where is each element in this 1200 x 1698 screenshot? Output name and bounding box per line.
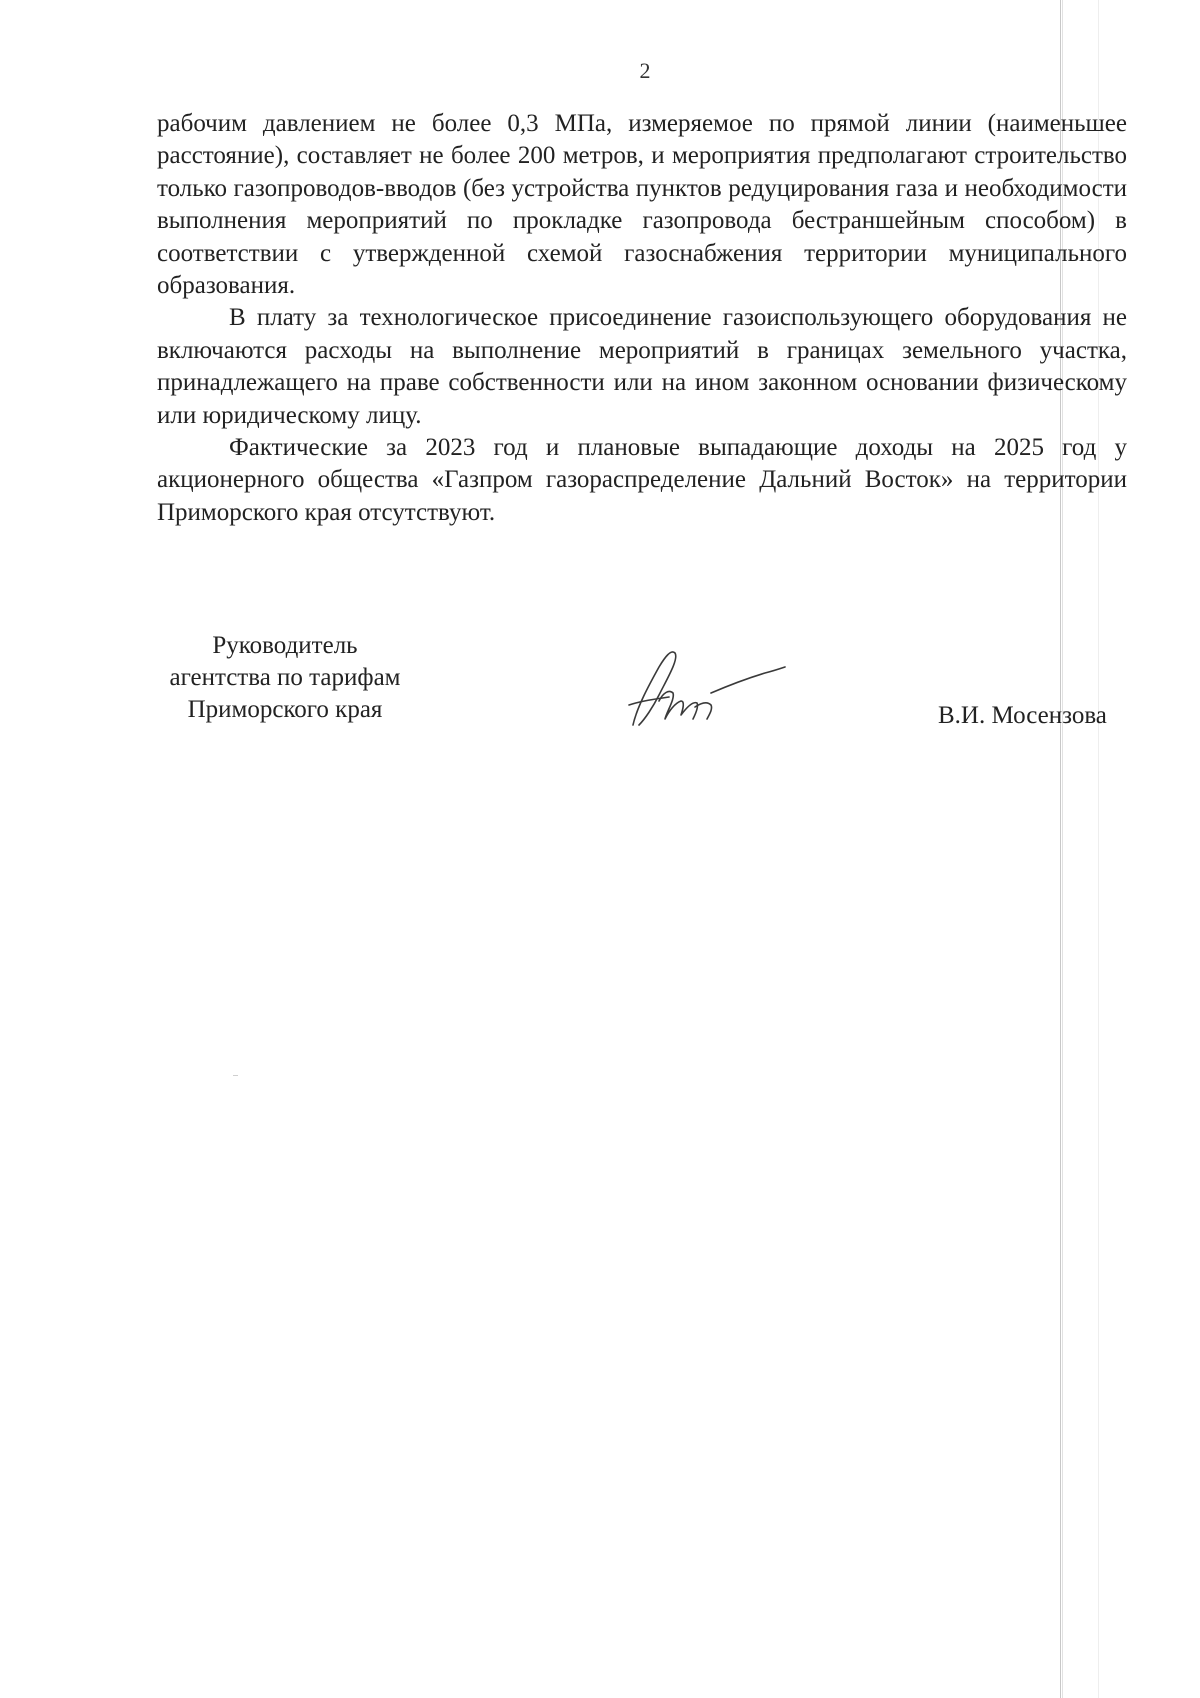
signatory-title-line: агентства по тарифам [169,664,401,691]
paragraph-lost-income: Фактические за 2023 год и плановые выпадающие доходы на 2025 год у акционерного общества «Газпром газораспределение Дальний Восток» на территории Приморского края отсутствуют. [157,434,1127,526]
document-body [157,108,1127,529]
handwritten-signature-icon [615,645,795,735]
page-number: 2 [639,58,651,83]
paragraph-continuation: рабочим давлением не более 0,3 МПа, измеряемое по прямой линии (наименьшее расстояние), составляет не более 200 метров, и мероприятия предполагают строительство только газопроводов-вводов (без устройства пунктов редуцирования газа и необходимости выполнения мероприятий по прокладке газопровода бестраншейным способом) в соответствии с утвержденной схемой газоснабжения территории муниципального образования. [157,110,1127,300]
signatory-title [150,630,420,726]
signatory-title-line: Руководитель [212,632,358,659]
signer-name: В.И. Мосензова [938,702,1107,729]
paragraph-connection-fee: В плату за технологическое присоединение газоиспользующего оборудования не включаются расходы на выполнение мероприятий в границах земельного участка, принадлежащего на праве собственности или на ином законном основании физическому или юридическому лицу. [157,304,1127,429]
signatory-title-line: Приморского края [187,696,383,723]
scan-speck [233,1075,238,1076]
